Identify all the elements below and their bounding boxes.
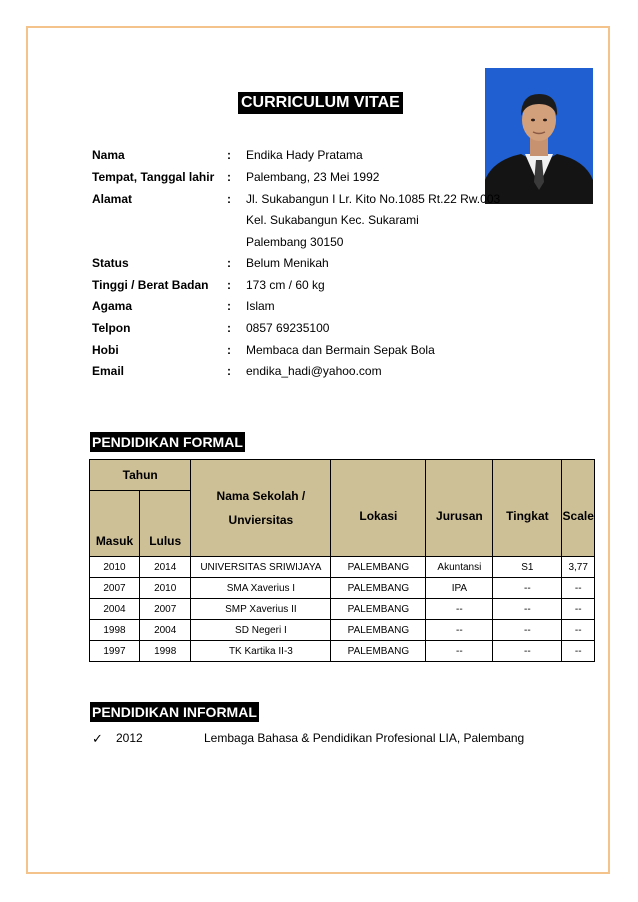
info-value: Palembang 30150 <box>246 235 344 249</box>
page-title: CURRICULUM VITAE <box>238 92 403 114</box>
header-scale: Scale <box>562 460 595 557</box>
cell-masuk: 2007 <box>90 578 140 599</box>
cell-lokasi: PALEMBANG <box>331 620 426 641</box>
info-colon: : <box>227 364 231 378</box>
info-colon: : <box>227 278 231 292</box>
info-colon: : <box>227 148 231 162</box>
header-jurusan: Jurusan <box>426 460 493 557</box>
table-row <box>90 620 595 641</box>
cell-scale: 3,77 <box>562 557 595 578</box>
cell-masuk: 1998 <box>90 620 140 641</box>
table-row <box>90 578 595 599</box>
cell-tingkat: S1 <box>493 557 562 578</box>
header-sekolah-line1: Nama Sekolah / <box>216 489 306 503</box>
info-label: Hobi <box>92 343 119 357</box>
cell-lulus: 2014 <box>140 557 191 578</box>
info-label: Email <box>92 364 125 378</box>
table-row <box>90 557 595 578</box>
cell-masuk: 1997 <box>90 641 140 662</box>
info-label: Tempat, Tanggal lahir <box>92 170 215 184</box>
cell-scale: -- <box>562 620 595 641</box>
cell-lokasi: PALEMBANG <box>331 557 426 578</box>
profile-photo <box>485 68 593 204</box>
informal-education-title: PENDIDIKAN INFORMAL <box>92 704 257 720</box>
cell-lulus: 1998 <box>140 641 191 662</box>
cell-jurusan: -- <box>426 599 493 620</box>
info-label: Tinggi / Berat Badan <box>92 278 209 292</box>
cell-masuk: 2010 <box>90 557 140 578</box>
info-colon: : <box>227 170 231 184</box>
info-label: Status <box>92 256 129 270</box>
cell-lokasi: PALEMBANG <box>331 641 426 662</box>
cell-scale: -- <box>562 599 595 620</box>
cell-jurusan: IPA <box>426 578 493 599</box>
info-colon: : <box>227 299 231 313</box>
info-value: Jl. Sukabangun I Lr. Kito No.1085 Rt.22 Rw.003 <box>246 192 501 206</box>
informal-description: Lembaga Bahasa & Pendidikan Profesional LIA, Palembang <box>204 731 525 745</box>
cell-lokasi: PALEMBANG <box>331 599 426 620</box>
table-row <box>90 641 595 662</box>
cell-sekolah: SD Negeri I <box>191 620 331 641</box>
header-masuk: Masuk <box>90 491 140 557</box>
info-value: endika_hadi@yahoo.com <box>246 364 382 378</box>
info-colon: : <box>227 343 231 357</box>
info-label: Telpon <box>92 321 131 335</box>
cell-jurusan: -- <box>426 641 493 662</box>
cell-lulus: 2004 <box>140 620 191 641</box>
info-value: Belum Menikah <box>246 256 329 270</box>
header-tingkat: Tingkat <box>493 460 562 557</box>
info-value: Palembang, 23 Mei 1992 <box>246 170 380 184</box>
formal-education-table <box>89 459 595 662</box>
info-value: 0857 69235100 <box>246 321 330 335</box>
info-label: Alamat <box>92 192 133 206</box>
cell-sekolah: SMA Xaverius I <box>191 578 331 599</box>
table-row <box>90 599 595 620</box>
cell-tingkat: -- <box>493 599 562 620</box>
informal-year: 2012 <box>116 731 143 745</box>
cell-tingkat: -- <box>493 578 562 599</box>
cell-masuk: 2004 <box>90 599 140 620</box>
formal-education-title: PENDIDIKAN FORMAL <box>92 434 243 450</box>
cell-scale: -- <box>562 578 595 599</box>
header-tahun: Tahun <box>90 460 191 491</box>
cell-lulus: 2010 <box>140 578 191 599</box>
cell-sekolah: TK Kartika II-3 <box>191 641 331 662</box>
cell-lokasi: PALEMBANG <box>331 578 426 599</box>
info-value: Kel. Sukabangun Kec. Sukarami <box>246 213 419 227</box>
header-sekolah-line2: Unviersitas <box>228 513 294 527</box>
cell-tingkat: -- <box>493 620 562 641</box>
info-colon: : <box>227 256 231 270</box>
info-value: Membaca dan Bermain Sepak Bola <box>246 343 435 357</box>
header-nama-sekolah <box>191 460 331 557</box>
info-colon: : <box>227 321 231 335</box>
info-value: Islam <box>246 299 275 313</box>
info-label: Agama <box>92 299 133 313</box>
header-lulus: Lulus <box>140 491 191 557</box>
info-value: 173 cm / 60 kg <box>246 278 325 292</box>
info-label: Nama <box>92 148 125 162</box>
cell-scale: -- <box>562 641 595 662</box>
cell-jurusan: -- <box>426 620 493 641</box>
info-colon: : <box>227 192 231 206</box>
cell-lulus: 2007 <box>140 599 191 620</box>
header-lokasi: Lokasi <box>331 460 426 557</box>
cell-jurusan: Akuntansi <box>426 557 493 578</box>
cell-sekolah: SMP Xaverius II <box>191 599 331 620</box>
cell-tingkat: -- <box>493 641 562 662</box>
info-value: Endika Hady Pratama <box>246 148 363 162</box>
cell-sekolah: UNIVERSITAS SRIWIJAYA <box>191 557 331 578</box>
checkmark-icon: ✓ <box>92 731 103 746</box>
